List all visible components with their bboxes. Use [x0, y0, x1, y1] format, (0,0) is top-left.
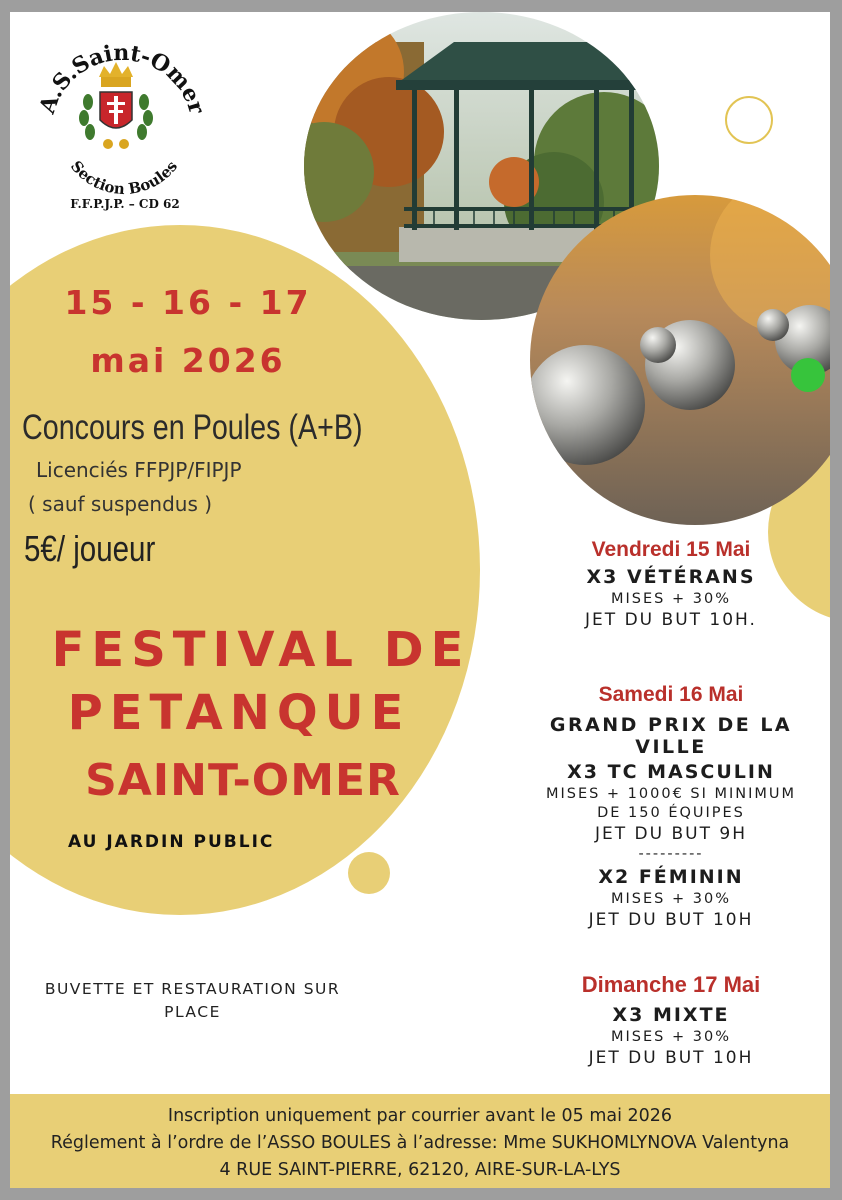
- friday-event: X3 VÉTÉRANS: [586, 566, 756, 588]
- saturday-event1: GRAND PRIX DE LA VILLE: [549, 714, 793, 758]
- footer-line2: Réglement à l’ordre de l’ASSO BOULES à l’adresse: Mme SUKHOMLYNOVA Valentyna: [50, 1133, 790, 1153]
- title-line2: PETANQUE: [67, 685, 411, 741]
- yellow-ring: [725, 96, 773, 144]
- saturday-separator: ---------: [638, 846, 704, 862]
- saturday-jet1: JET DU BUT 9H: [595, 824, 747, 844]
- saturday-day: Samedi 16 Mai: [598, 683, 744, 706]
- poster: [10, 12, 830, 1188]
- schedule-friday: [515, 538, 827, 630]
- dates-line2: mai 2026: [90, 341, 286, 380]
- schedule-saturday: [515, 683, 827, 930]
- buvette-line1: BUVETTE ET RESTAURATION SUR: [44, 980, 341, 998]
- saturday-mises2: DE 150 ÉQUIPES: [597, 805, 745, 821]
- friday-jet: JET DU BUT 10H.: [585, 610, 757, 630]
- friday-mises: MISES + 30%: [611, 591, 731, 607]
- price-text: 5€/ joueur: [24, 528, 156, 569]
- saturday-jet2: JET DU BUT 10H: [588, 910, 754, 930]
- footer-line3: 4 RUE SAINT-PIERRE, 62120, AIRE-SUR-LA-LYS: [219, 1160, 621, 1180]
- yellow-dot: [348, 852, 390, 894]
- sunday-jet: JET DU BUT 10H: [588, 1048, 754, 1068]
- logo-federation-text: F.F.P.J.P. – CD 62: [70, 197, 180, 211]
- sunday-mises: MISES + 30%: [611, 1029, 731, 1045]
- venue-text: AU JARDIN PUBLIC: [68, 832, 275, 852]
- friday-day: Vendredi 15 Mai: [591, 538, 751, 561]
- buvette-text: [20, 978, 365, 1024]
- logo-arc-text: A.S.Saint-Omer: [34, 39, 210, 117]
- saturday-event2: X3 TC MASCULIN: [567, 761, 775, 783]
- buvette-line2: PLACE: [164, 1003, 221, 1021]
- title-line1: FESTIVAL DE: [51, 622, 471, 678]
- suspendus-text: ( sauf suspendus ): [28, 492, 213, 516]
- dates-line1: 15 - 16 - 17: [64, 283, 312, 322]
- saturday-mises1: MISES + 1000€ SI MINIMUM: [545, 786, 797, 802]
- sunday-day: Dimanche 17 Mai: [581, 972, 761, 997]
- saturday-event3: X2 FÉMININ: [598, 866, 744, 888]
- licencies-text: Licenciés FFPJP/FIPJP: [36, 458, 242, 482]
- sunday-event: X3 MIXTE: [612, 1004, 730, 1026]
- concours-heading: Concours en Poules (A+B): [22, 408, 363, 447]
- club-logo: [30, 32, 220, 217]
- saturday-mises3: MISES + 30%: [611, 891, 731, 907]
- svg-text:Section Boules: [67, 157, 181, 198]
- title-line3: SAINT-OMER: [85, 755, 401, 806]
- event-dates: [38, 274, 338, 390]
- logo-section-text: Section Boules: [66, 157, 182, 199]
- schedule-sunday: [515, 972, 827, 1068]
- footer-line1: Inscription uniquement par courrier avant le 05 mai 2026: [167, 1106, 673, 1126]
